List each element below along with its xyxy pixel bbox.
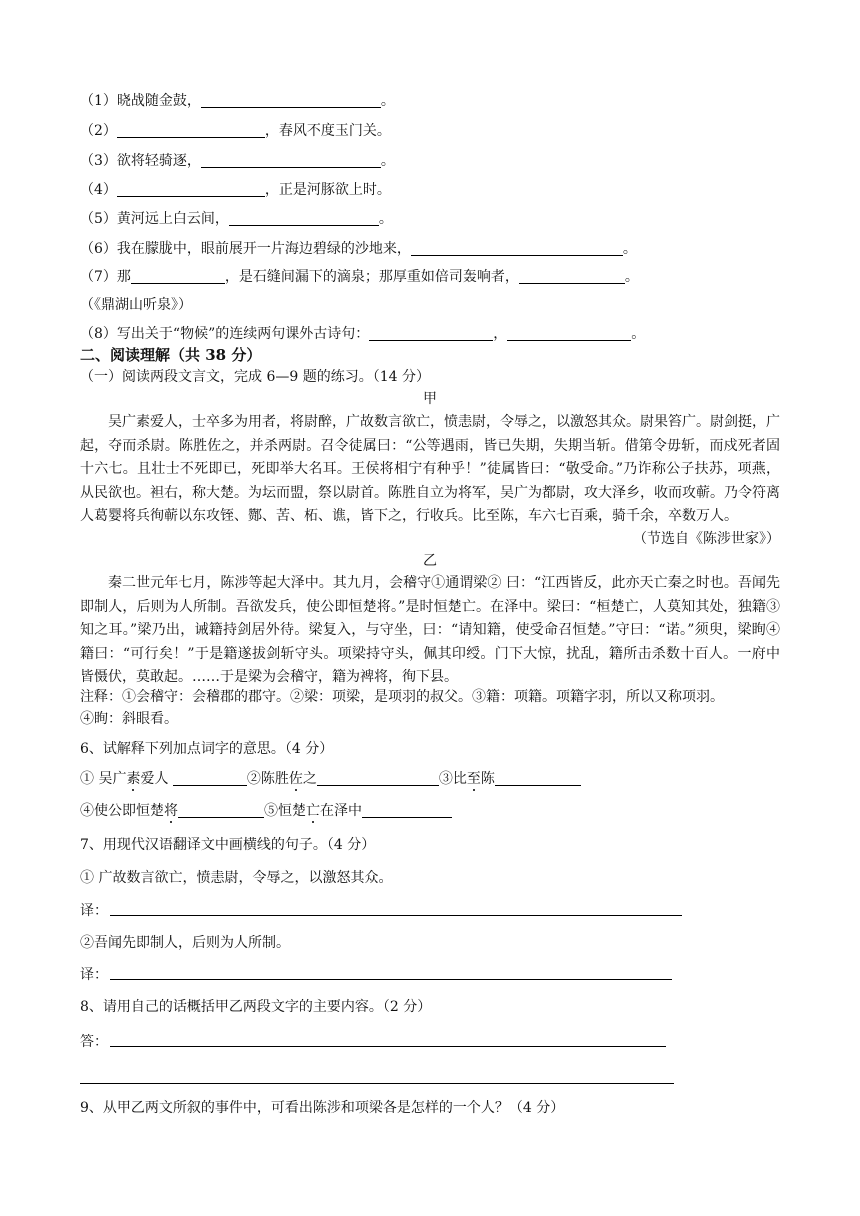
answer-blank[interactable] (369, 326, 493, 341)
answer-blank[interactable] (317, 771, 439, 786)
answer-blank[interactable] (117, 182, 265, 197)
answer-line[interactable] (110, 915, 682, 916)
passage-yi-notes: 注释：①会稽守：会稽郡的郡守。②梁：项梁，是项羽的叔父。③籍：项籍。项籍字羽，所以又称项羽。 (80, 689, 724, 705)
answer-blank[interactable] (411, 241, 623, 256)
q8-title: 8、请用自己的话概括甲乙两段文字的主要内容。（2 分） (80, 999, 432, 1015)
passage-yi (80, 572, 780, 690)
poem-q4: （4） ，正是河豚欲上时。 (80, 182, 391, 198)
q7-label-1: 译： (80, 903, 108, 919)
passage-yi-heading: 乙 (423, 553, 437, 569)
answer-blank[interactable] (117, 123, 265, 138)
answer-line[interactable] (110, 1046, 666, 1047)
answer-line[interactable] (80, 1083, 674, 1084)
answer-blank[interactable] (201, 153, 381, 168)
poem-q8: （8）写出关于“物候”的连续两句课外古诗句： ， 。 (80, 326, 646, 342)
section-title: 二、阅读理解（共 38 分） (80, 346, 262, 364)
answer-blank[interactable] (362, 803, 452, 818)
passage-yi-text: 秦二世元年七月，陈涉等起大泽中。其九月，会稽守①通谓梁② 曰：“江西皆反，此亦天亡秦之时也。吾闻先即制人，后则为人所制。吾欲发兵，使公即恒楚将。”是时恒楚亡。在泽中。梁曰：“桓楚亡，人莫知其处，独籍③知之耳。”梁乃出，诫籍持剑居外待。梁复入，与守坐，曰：“请知籍，使受命召恒楚。”守曰：“诺。”须臾，梁眴④籍曰：“可行矣！”于是籍遂拔剑斩守头。项梁持守头，佩其印绶。门下大惊，扰乱，籍所击杀数十百人。一府中皆慑伏，莫敢起。……于是梁为会稽守，籍为裨将，徇下县。 (80, 575, 780, 685)
section-subtitle: （一）阅读两段文言文，完成 6—9 题的练习。（14 分） (80, 369, 430, 385)
answer-blank[interactable] (507, 326, 631, 341)
answer-blank[interactable] (131, 269, 225, 284)
poem-q7: （7）那 ，是石缝间漏下的滴泉；那厚重如倍司轰响者， 。 (80, 269, 639, 285)
q7-title: 7、用现代汉语翻译文中画横线的句子。（4 分） (80, 837, 376, 853)
answer-blank[interactable] (201, 93, 381, 108)
passage-jia-text: 吴广素爱人，士卒多为用者，将尉醉，广故数言欲亡，愤恚尉，令辱之，以激怒其众。尉果笞广。尉剑挺，广起，夺而杀尉。陈胜佐之，并杀两尉。召令徒属曰：“公等遇雨，皆已失期，失期当斩。借第令毋斩，而戍死者固十六七。且壮士不死即已，死即举大名耳。王侯将相宁有种乎！”徒属皆曰：“敬受命。”乃诈称公子扶苏，项燕，从民欲也。袒右，称大楚。为坛而盟，祭以尉首。陈胜自立为将军，吴广为都尉，攻大泽乡，收而攻蕲。乃令符离人葛婴将兵徇蕲以东攻铚、酂、苦、柘、谯，皆下之，行收兵。比至陈，车六七百乘，骑千余，卒数万人。 (80, 414, 780, 524)
q6-items-row1: ① 吴广素爱人 ②陈胜佐之 ③比至陈 (80, 770, 581, 788)
q7-sentence-1: ① 广故数言欲亡，愤恚尉，令辱之，以激怒其众。 (80, 870, 393, 886)
poem-q5: （5）黄河远上白云间， 。 (80, 211, 393, 227)
poem-q7-source: （《鼎湖山听泉》） (80, 297, 192, 313)
q6-title: 6、试解释下列加点词字的意思。（4 分） (80, 741, 334, 757)
poem-q6: （6）我在朦胧中，眼前展开一片海边碧绿的沙地来， 。 (80, 241, 637, 257)
q7-sentence-2: ②吾闻先即制人，后则为人所制。 (80, 935, 290, 951)
answer-blank[interactable] (519, 269, 625, 284)
q6-items-row2: ④使公即恒楚将 ⑤恒楚亡在泽中 (80, 802, 452, 820)
answer-blank[interactable] (229, 211, 379, 226)
passage-jia-source: （节选自《陈涉世家》） (633, 531, 780, 547)
poem-q3: （3）欲将轻骑逐， 。 (80, 153, 395, 169)
q8-label: 答： (80, 1034, 108, 1050)
passage-jia (80, 411, 780, 529)
passage-jia-heading: 甲 (423, 391, 437, 407)
poem-q1: （1）晓战随金鼓， 。 (80, 93, 395, 109)
poem-q2: （2） ，春风不度玉门关。 (80, 123, 391, 139)
answer-line[interactable] (110, 979, 672, 980)
q7-label-2: 译： (80, 967, 108, 983)
q9-title: 9、从甲乙两文所叙的事件中，可看出陈涉和项梁各是怎样的一个人？（4 分） (80, 1100, 565, 1116)
answer-blank[interactable] (495, 771, 581, 786)
answer-blank[interactable] (173, 771, 247, 786)
passage-yi-notes-2: ④眴：斜眼看。 (80, 711, 178, 727)
answer-blank[interactable] (178, 803, 264, 818)
